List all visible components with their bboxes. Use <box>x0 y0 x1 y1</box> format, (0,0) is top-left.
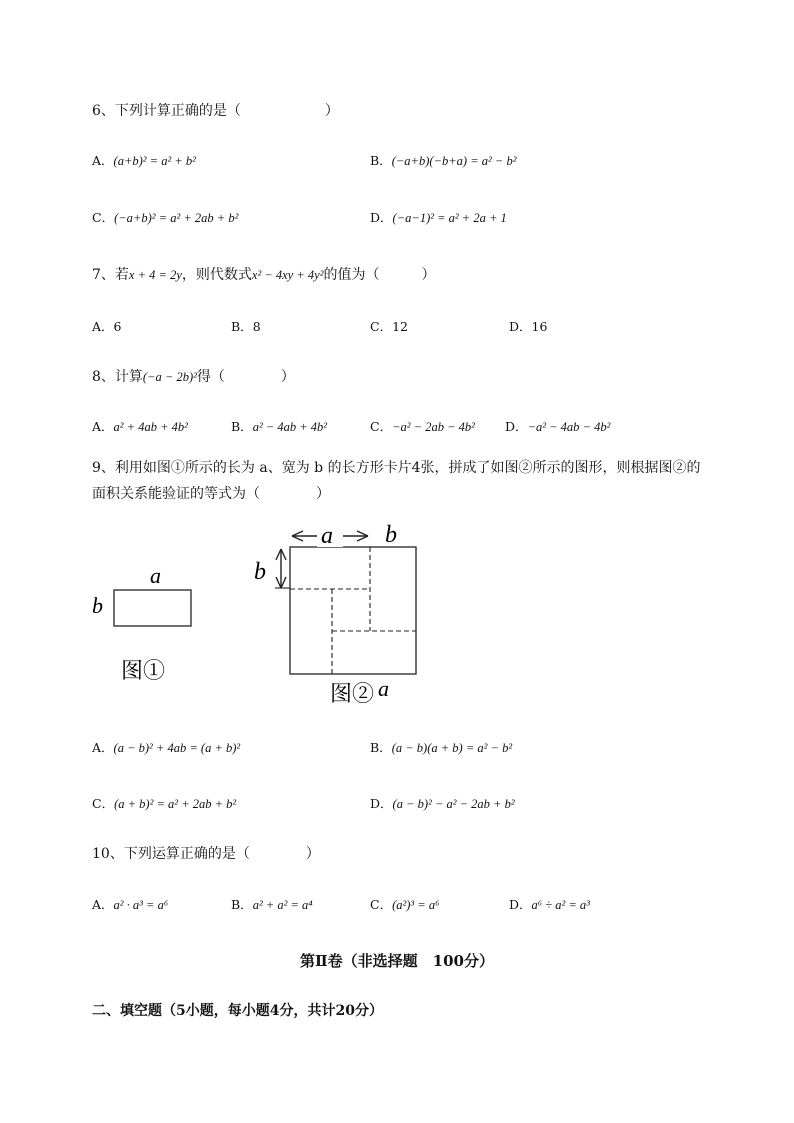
option-expr: (−a+b)² = a² + 2ab + b² <box>114 211 239 225</box>
section2-title: 第Ⅱ卷（非选择题 100分） <box>300 952 494 970</box>
section2-subtitle: 二、填空题（5小题，每小题4分，共计20分） <box>92 1003 383 1019</box>
option-expr: (a + b)² = a² + 2ab + b² <box>114 797 237 811</box>
q6-option-c <box>92 208 238 226</box>
option-expr: (a − b)² − a² − 2ab + b² <box>392 797 515 811</box>
q7-polynomial: x² − 4xy + 4y² <box>251 268 324 282</box>
q8-option-d <box>505 417 610 435</box>
option-expr: 12 <box>392 319 408 334</box>
fig1-caption: 图① <box>121 659 166 684</box>
q8-option-b <box>231 417 327 435</box>
option-label: B． <box>231 319 253 334</box>
fig2-a-label: a <box>321 523 333 549</box>
option-label: C． <box>370 419 393 434</box>
fig1-top-label: a <box>150 563 161 588</box>
q6-stem: 6、下列计算正确的是（ ） <box>92 103 339 119</box>
option-label: B． <box>370 740 392 755</box>
option-label: D． <box>509 319 532 334</box>
option-label: A． <box>92 419 114 434</box>
fig1-side-label: b <box>92 593 103 618</box>
option-expr: (a − b)(a + b) = a² − b² <box>391 741 513 755</box>
option-label: D． <box>370 210 393 225</box>
q9-stem-line2: 面积关系能验证的等式为（ ） <box>92 486 330 502</box>
q6-option-b <box>370 151 516 169</box>
option-label: A． <box>92 897 114 912</box>
q7-stem-mid: ，则代数式 <box>181 267 252 283</box>
option-expr: (−a+b)(−b+a) = a² − b² <box>391 154 517 168</box>
option-expr: (−a−1)² = a² + 2a + 1 <box>392 211 507 225</box>
q7-stem-prefix: 7、若 <box>92 267 129 283</box>
option-label: D． <box>505 419 528 434</box>
option-label: C． <box>370 897 393 912</box>
option-expr: −a² − 4ab − 4b² <box>527 420 611 434</box>
option-expr: (a+b)² = a² + b² <box>113 154 196 168</box>
q9-figure <box>0 515 794 715</box>
option-label: C． <box>92 796 115 811</box>
q7-stem-suffix: 的值为（ ） <box>323 267 436 283</box>
q7-option-c <box>370 317 408 335</box>
q8-stem-suffix: 得（ ） <box>196 369 295 385</box>
option-expr: (a²)³ = a⁶ <box>392 898 440 912</box>
fig2-square <box>290 547 416 674</box>
option-label: D． <box>509 897 532 912</box>
fig1-rectangle <box>114 590 191 626</box>
q9-option-b <box>370 738 512 756</box>
q10-stem: 10、下列运算正确的是（ ） <box>92 846 320 862</box>
option-label: B． <box>231 419 253 434</box>
q9-option-c <box>92 794 236 812</box>
q6-option-a <box>92 151 196 169</box>
q9-stem-line1: 9、利用如图①所示的长为 a、宽为 b 的长方形卡片4张，拼成了如图②所示的图形，则根据图②的 <box>92 460 701 476</box>
option-expr: −a² − 2ab − 4b² <box>392 420 475 434</box>
option-label: D． <box>370 796 393 811</box>
option-expr: a² + a² = a⁴ <box>252 898 313 912</box>
fig2-b-side-label: b <box>254 559 266 585</box>
fig2-caption: 图② <box>330 682 375 707</box>
q7-stem <box>92 264 435 284</box>
q7-condition: x + 4 = 2y <box>128 268 182 282</box>
option-expr: a² · a³ = a⁶ <box>113 898 169 912</box>
option-label: C． <box>92 210 115 225</box>
fig2-bottom-label: a <box>378 676 389 701</box>
q8-expression: (−a − 2b)² <box>142 370 197 384</box>
option-label: B． <box>370 153 392 168</box>
option-expr: a² + 4ab + 4b² <box>113 420 188 434</box>
option-label: A． <box>92 153 114 168</box>
q10-option-b <box>231 895 313 913</box>
q10-option-c <box>370 895 439 913</box>
option-label: C． <box>370 319 393 334</box>
option-expr: a² − 4ab + 4b² <box>252 420 328 434</box>
q8-stem-prefix: 8、计算 <box>92 369 143 385</box>
option-expr: a⁶ ÷ a² = a³ <box>531 898 590 912</box>
q9-option-a <box>92 738 240 756</box>
q10-option-a <box>92 895 168 913</box>
q8-option-c <box>370 417 475 435</box>
q7-option-b <box>231 317 261 335</box>
option-label: A． <box>92 740 114 755</box>
q10-option-d <box>509 895 590 913</box>
q9-option-d <box>370 794 515 812</box>
q7-option-d <box>509 317 547 335</box>
option-label: A． <box>92 319 114 334</box>
q6-option-d <box>370 208 507 226</box>
option-label: B． <box>231 897 253 912</box>
fig2-b-top-label: b <box>385 522 397 548</box>
q8-option-a <box>92 417 188 435</box>
option-expr: 6 <box>113 319 122 334</box>
option-expr: 16 <box>531 319 548 334</box>
q7-option-a <box>92 317 121 335</box>
q8-stem <box>92 366 295 386</box>
option-expr: 8 <box>252 319 261 334</box>
option-expr: (a − b)² + 4ab = (a + b)² <box>113 741 241 755</box>
